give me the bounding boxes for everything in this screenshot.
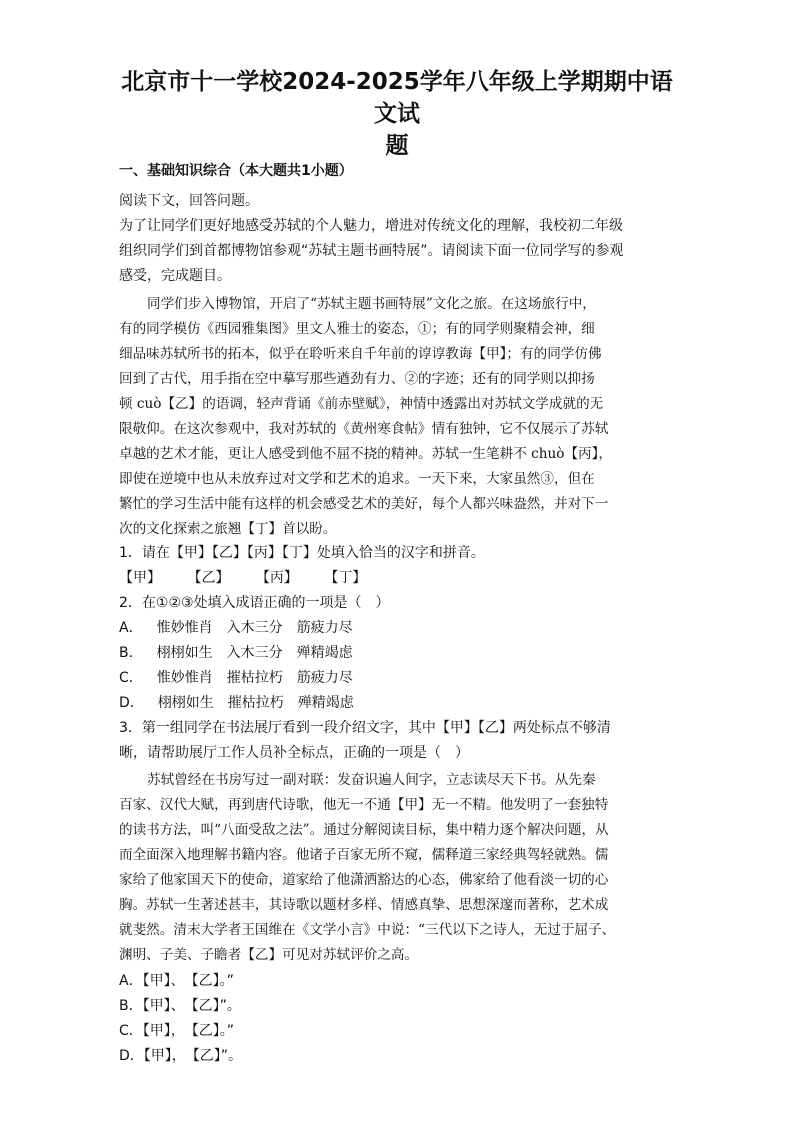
blank-ding[interactable]: 【丁】	[324, 570, 367, 586]
title-line-1: 北京市十一学校2024-2025学年八年级上学期期中语文试	[121, 69, 673, 127]
question-3-option-a[interactable]	[119, 970, 234, 990]
passage-line: 家给了他家国天下的使命，道家给了他潇洒豁达的心态，佛家给了他看淡一切的心	[119, 872, 609, 888]
passage-line: 细品味苏轼所书的拓本，似乎在聆听来自千年前的谆谆教诲【甲】；有的同学仿佛	[119, 346, 602, 362]
question-3-stem: 晰，请帮助展厅工作人员补全标点，正确的一项是（ ）	[119, 745, 469, 761]
question-2-stem: 2．在①②③处填入成语正确的一项是（ ）	[119, 595, 390, 611]
blank-jia[interactable]: 【甲】	[119, 570, 161, 586]
passage-line: 有的同学模仿《西园雅集图》里文人雅士的姿态，①；有的同学则聚精会神，细	[119, 321, 595, 337]
passage-line: 限敬仰。在这次参观中，我对苏轼的《黄州寒食帖》情有独钟，它不仅展示了苏轼	[119, 421, 609, 437]
passage-line: 回到了古代，用手指在空中摹写那些遒劲有力、②的字迹；还有的同学则以抑扬	[119, 371, 595, 387]
intro-line: 为了让同学们更好地感受苏轼的个人魅力，增进对传统文化的理解，我校初二年级	[119, 218, 623, 234]
question-3-option-c[interactable]	[119, 1020, 234, 1040]
option-letter: D．	[119, 1048, 144, 1064]
passage-line: 顿 cuò【乙】的语调，轻声背诵《前赤壁赋》，神情中透露出对苏轼文学成就的无	[119, 396, 604, 412]
question-2-option-b[interactable]	[119, 642, 353, 662]
option-word: 栩栩如生	[157, 695, 214, 711]
option-word: 惟妙惟肖	[156, 670, 213, 686]
option-text: 【甲】， 【乙】”。	[143, 1048, 243, 1064]
question-3-option-d[interactable]	[119, 1045, 242, 1065]
blank-yi[interactable]: 【乙】	[187, 570, 230, 586]
question-3-stem: 3．第一组同学在书法展厅看到一段介绍文字，其中【甲】【乙】两处标点不够清	[119, 720, 611, 736]
option-letter: C．	[119, 670, 143, 686]
intro-line: 阅读下文，回答问题。	[119, 193, 259, 209]
option-letter: A．	[119, 973, 143, 989]
section-heading: 一、基础知识综合（本大题共1小题）	[119, 163, 353, 179]
option-word: 栩栩如生	[156, 645, 213, 661]
option-word: 殚精竭虑	[297, 695, 354, 711]
passage-line: 同学们步入博物馆，开启了“苏轼主题书画特展”文化之旅。在这场旅行中，	[147, 296, 596, 312]
question-2-option-a[interactable]	[119, 617, 353, 637]
passage-line: 渊明、子美、子瞻者【乙】可见对苏轼评价之高。	[119, 947, 419, 963]
option-word: 摧枯拉朽	[227, 695, 284, 711]
option-word: 殚精竭虑	[296, 645, 353, 661]
passage-line: 胸。苏轼一生著述甚丰，其诗歌以题材多样、情感真挚、思想深邃而著称，艺术成	[119, 897, 609, 913]
option-letter: C．	[119, 1023, 143, 1039]
intro-line: 感受，完成题目。	[119, 268, 231, 284]
option-letter: B．	[119, 645, 143, 661]
question-1-stem: 1．请在【甲】【乙】【丙】【丁】处填入恰当的汉字和拼音。	[119, 545, 485, 561]
passage-line: 卓越的艺术才能，更让人感受到他不屈不挠的精神。苏轼一生笔耕不 chuò【丙】，	[119, 446, 613, 462]
passage-line: 即使在逆境中也从未放弃过对文学和艺术的追求。一天下来，大家虽然③，但在	[119, 471, 595, 487]
passage-line: 的读书方法，叫“八面受敌之法”。通过分解阅读目标，集中精力逐个解决问题，从	[119, 822, 609, 838]
passage-line: 繁忙的学习生活中能有这样的机会感受艺术的美好，每个人都兴味盎然，并对下一	[119, 496, 609, 512]
passage-line: 百家、汉代大赋，再到唐代诗歌，他无一不通【甲】无一不精。他发明了一套独特	[119, 797, 609, 813]
title-line-2: 题	[385, 133, 409, 159]
option-text: 【甲】， 【乙】。”	[142, 1023, 235, 1039]
passage-line: 苏轼曾经在书房写过一副对联：发奋识遍人间字，立志读尽天下书。从先秦	[147, 772, 596, 788]
page-title	[110, 66, 684, 162]
question-3-option-b[interactable]	[119, 995, 241, 1015]
option-letter: B．	[119, 998, 143, 1014]
option-word: 筋疲力尽	[296, 670, 353, 686]
option-word: 入木三分	[226, 645, 283, 661]
passage-line: 就斐然。清末大学者王国维在《文学小言》中说：“三代以下之诗人，无过于屈子、	[119, 922, 616, 938]
question-2-option-c[interactable]	[119, 667, 353, 687]
option-word: 筋疲力尽	[296, 620, 353, 636]
question-2-option-d[interactable]	[119, 692, 354, 712]
option-text: 【甲】、 【乙】”。	[142, 998, 241, 1014]
option-word: 入木三分	[226, 620, 283, 636]
intro-line: 组织同学们到首都博物馆参观“苏轼主题书画特展”。请阅读下面一位同学写的参观	[119, 243, 624, 259]
option-word: 摧枯拉朽	[226, 670, 283, 686]
question-1-blanks	[119, 567, 679, 587]
option-text: 【甲】、 【乙】。”	[142, 973, 234, 989]
passage-line: 而全面深入地理解书籍内容。他诸子百家无所不窥，儒释道三家经典驾轻就熟。儒	[119, 847, 609, 863]
option-letter: D．	[119, 695, 144, 711]
option-letter: A．	[119, 620, 143, 636]
option-word: 惟妙惟肖	[156, 620, 213, 636]
passage-line: 次的文化探索之旅翘【丁】首以盼。	[119, 521, 337, 537]
blank-bing[interactable]: 【丙】	[255, 570, 298, 586]
